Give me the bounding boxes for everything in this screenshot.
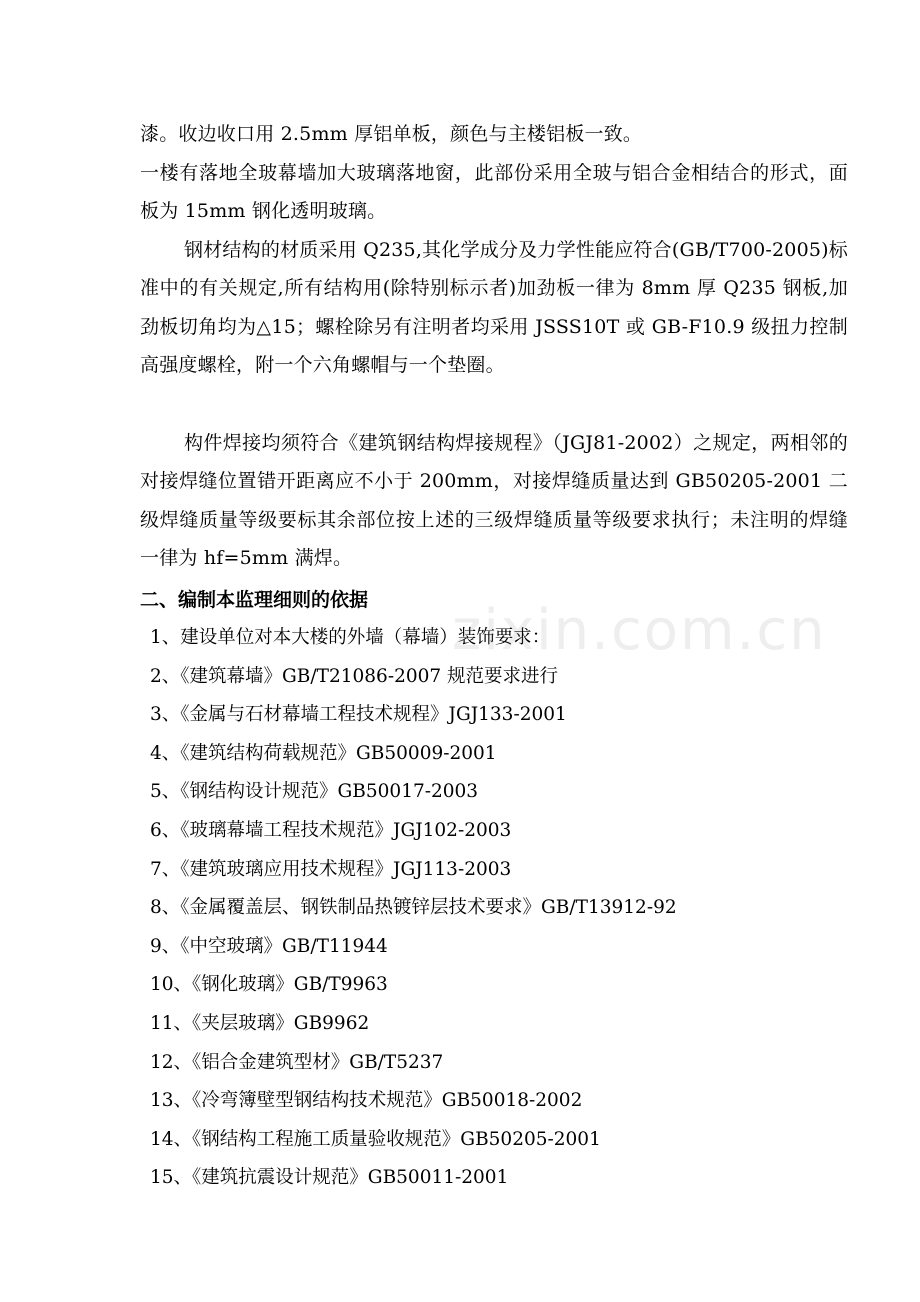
paragraph-welding: 构件焊接均须符合《建筑钢结构焊接规程》（JGJ81-2002）之规定，两相邻的对接焊缝位置错开距离应不小于 200mm，对接焊缝质量达到 GB50205-2001 二级焊缝质量等级要标其余部位按上述的三级焊缝质量等级要求执行；未注明的焊缝一律为 hf=5mm 满焊。 — [140, 432, 848, 570]
list-item: 10、《钢化玻璃》GB/T9963 — [150, 974, 388, 996]
list-item: 7、《建筑玻璃应用技术规程》JGJ113-2003 — [150, 858, 512, 880]
reference-list — [150, 619, 850, 1198]
list-item: 4、《建筑结构荷载规范》GB50009-2001 — [150, 742, 497, 764]
list-item: 2、《建筑幕墙》GB/T21086-2007 规范要求进行 — [150, 665, 559, 687]
list-item: 13、《冷弯簿壁型钢结构技术规范》GB50018-2002 — [150, 1090, 583, 1112]
list-item: 12、《铝合金建筑型材》GB/T5237 — [150, 1051, 444, 1073]
paragraph-trim-edges: 漆。收边收口用 2.5mm 厚铝单板，颜色与主楼铝板一致。 — [140, 123, 643, 145]
list-item: 11、《夹层玻璃》GB9962 — [150, 1012, 370, 1034]
watermark: zixin.com.cn — [452, 598, 827, 663]
list-item: 8、《金属覆盖层、钢铁制品热镀锌层技术要求》GB/T13912-92 — [150, 897, 677, 919]
list-item: 9、《中空玻璃》GB/T11944 — [150, 935, 388, 957]
list-item: 14、《钢结构工程施工质量验收规范》GB50205-2001 — [150, 1128, 601, 1150]
list-item: 1、建设单位对本大楼的外墙（幕墙）装饰要求： — [150, 627, 551, 648]
list-item: 15、《建筑抗震设计规范》GB50011-2001 — [150, 1167, 509, 1189]
list-item: 6、《玻璃幕墙工程技术规范》JGJ102-2003 — [150, 819, 512, 841]
paragraph-steel-material: 钢材结构的材质采用 Q235,其化学成分及力学性能应符合(GB/T700-2005)标准中的有关规定,所有结构用(除特别标示者)加劲板一律为 8mm 厚 Q235 钢板,加劲板切角均为△15；螺栓除另有注明者均采用 JSSS10T 或 GB-F10.9 级扭力控制高强度螺栓，附一个六角螺帽与一个垫圈。 — [140, 239, 848, 377]
paragraph-glass-curtain-wall: 一楼有落地全玻幕墙加大玻璃落地窗，此部份采用全玻与铝合金相结合的形式，面板为 15mm 钢化透明玻璃。 — [140, 162, 848, 223]
section-heading: 二、编制本监理细则的依据 — [140, 589, 369, 611]
list-item: 5、《钢结构设计规范》GB50017-2003 — [150, 781, 479, 803]
list-item: 3、《金属与石材幕墙工程技术规程》JGJ133-2001 — [150, 704, 567, 726]
